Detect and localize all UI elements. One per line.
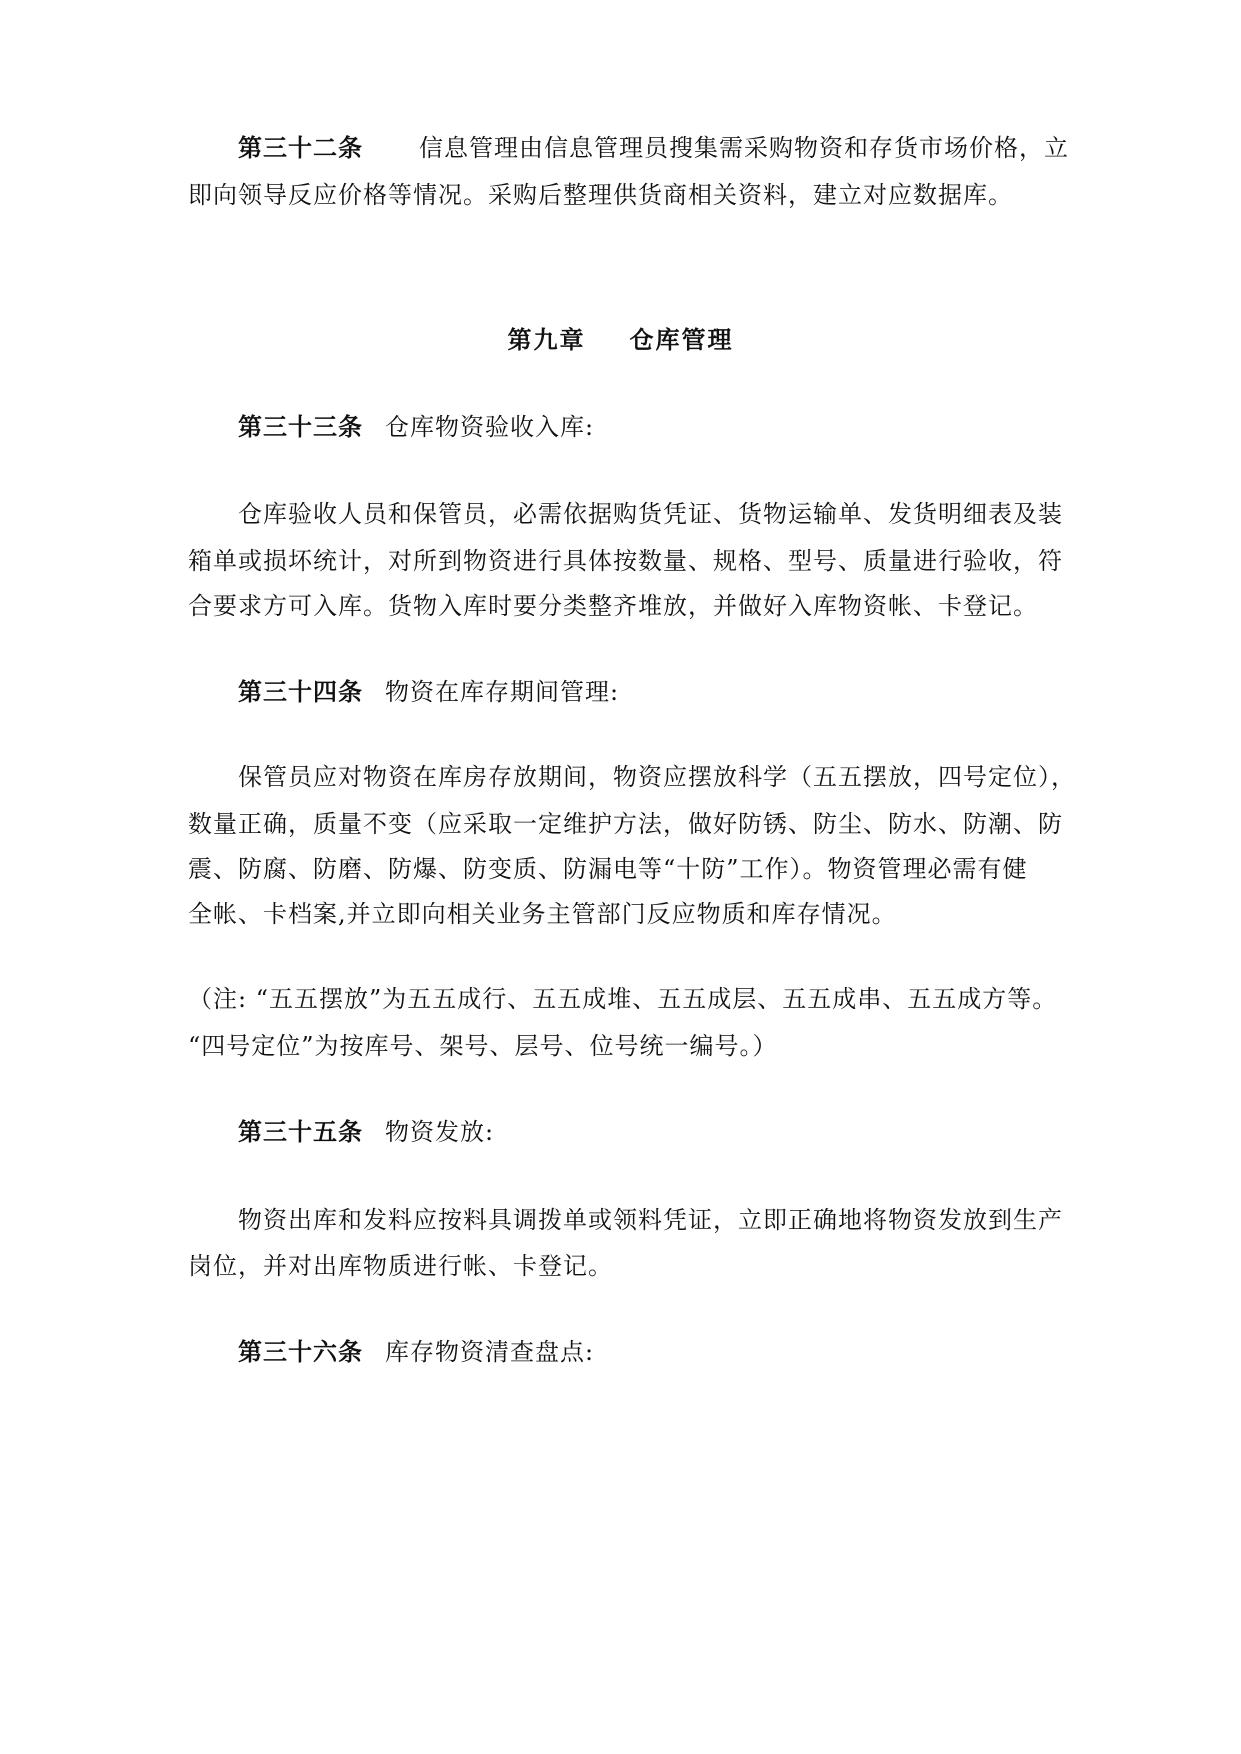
article-34-para-line-1: 保管员应对物资在库房存放期间，物资应摆放科学（五五摆放，四号定位）， — [238, 763, 1076, 791]
article-34-number: 第三十四条 — [238, 677, 363, 706]
article-32-text-line-2: 即向领导反应价格等情况。采购后整理供货商相关资料，建立对应数据库。 — [188, 181, 1013, 209]
chapter-heading — [0, 325, 1241, 355]
chapter-number: 第九章 — [507, 325, 586, 354]
article-34-para-line-4: 全帐、卡档案,并立即向相关业务主管部门反应物质和库存情况。 — [188, 900, 897, 928]
article-33-para-line-1: 仓库验收人员和保管员，必需依据购货凭证、货物运输单、发货明细表及装 — [238, 500, 1063, 528]
article-36-number: 第三十六条 — [238, 1337, 363, 1366]
article-33-heading — [238, 412, 1058, 442]
article-35-title: 物资发放: — [385, 1118, 495, 1146]
article-34-heading — [238, 677, 1058, 707]
article-35-number: 第三十五条 — [238, 1117, 363, 1146]
article-32-heading-line — [238, 133, 1069, 163]
article-35-para-line-2: 岗位，并对出库物质进行帐、卡登记。 — [188, 1252, 613, 1280]
article-33-para-line-2: 箱单或损坏统计，对所到物资进行具体按数量、规格、型号、质量进行验收，符 — [188, 547, 1063, 575]
article-34-para-line-3: 震、防腐、防磨、防爆、防变质、防漏电等“十防”工作）。物资管理必需有健 — [188, 855, 1028, 883]
note-line-2: “四号定位”为按库号、架号、层号、位号统一编号。） — [188, 1032, 778, 1060]
chapter-title: 仓库管理 — [629, 325, 734, 354]
note-line-1: （注: “五五摆放”为五五成行、五五成堆、五五成层、五五成串、五五成方等。 — [188, 985, 1058, 1013]
article-33-number: 第三十三条 — [238, 412, 363, 441]
article-33-para-line-3: 合要求方可入库。货物入库时要分类整齐堆放，并做好入库物资帐、卡登记。 — [188, 592, 1038, 620]
article-36-heading — [238, 1337, 1058, 1367]
article-32-number: 第三十二条 — [238, 133, 363, 162]
article-34-title: 物资在库存期间管理: — [385, 678, 620, 706]
article-36-title: 库存物资清查盘点: — [385, 1338, 595, 1366]
article-33-title: 仓库物资验收入库: — [385, 413, 595, 441]
article-35-heading — [238, 1117, 1058, 1147]
article-35-para-line-1: 物资出库和发料应按料具调拨单或领料凭证，立即正确地将物资发放到生产 — [238, 1206, 1063, 1234]
article-34-para-line-2: 数量正确，质量不变（应采取一定维护方法，做好防锈、防尘、防水、防潮、防 — [188, 810, 1063, 838]
article-32-text-line-1: 信息管理由信息管理员搜集需采购物资和存货市场价格，立 — [419, 134, 1069, 162]
